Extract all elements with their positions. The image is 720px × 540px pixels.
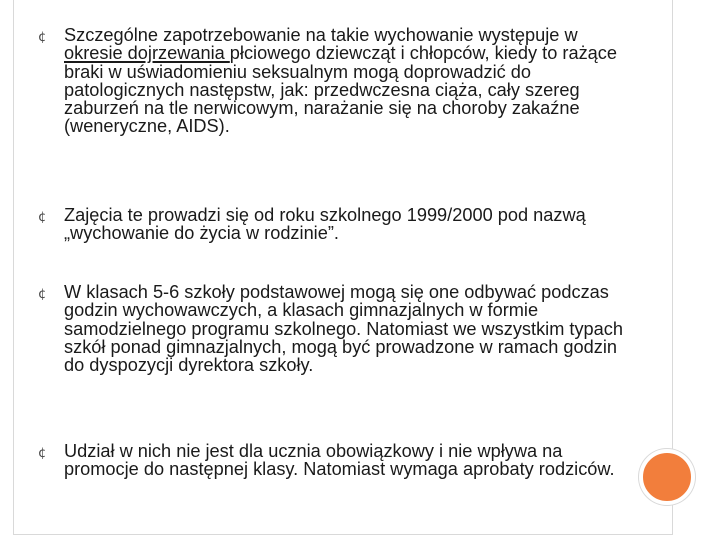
bullet-text-1-underlined: okresie dojrzewania (64, 43, 230, 64)
bullet-item-4 (38, 442, 624, 479)
bullet-text-4: Udział w nich nie jest dla ucznia obowiązkowy i nie wpływa na promocje do następnej klasy. Natomiast wymaga aprobaty rodziców. (64, 441, 615, 480)
bullet-item-1 (38, 26, 624, 136)
bullet-text-1-part-a: Szczególne zapotrzebowanie na takie wychowanie występuje w (64, 25, 578, 45)
bullet-text-1 (64, 26, 624, 136)
bullet-text-2: Zajęcia te prowadzi się od roku szkolnego 1999/2000 pod nazwą „wychowanie do życia w rodzinie”. (64, 205, 586, 244)
bullet-item-3 (38, 283, 624, 374)
bullet-icon: ¢ (38, 210, 47, 225)
bullet-text-3: W klasach 5-6 szkoły podstawowej mogą się one odbywać podczas godzin wychowawczych, a klasach gimnazjalnych w formie samodzielnego programu szkolnego. Natomiast we wszystkim typach szkół ponad gimnazjalnych, mogą być prowadzone w ramach godzin do dyspozycji dyrektora szkoły. (64, 282, 623, 376)
bullet-item-2 (38, 206, 624, 243)
orange-accent-circle (639, 449, 695, 505)
bullet-text-1-part-b: płciowego dziewcząt i chłopców, kiedy to rażące braki w uświadomieniu seksualnym mogą doprowadzić do patologicznych następstw, jak: przedwczesna ciąża, cały szereg zaburzeń na tle nerwicowym, narażanie się na choroby zakaźne (weneryczne, AIDS). (64, 43, 617, 137)
bullet-icon: ¢ (38, 30, 47, 45)
bullet-icon: ¢ (38, 287, 47, 302)
bullet-icon: ¢ (38, 446, 47, 461)
